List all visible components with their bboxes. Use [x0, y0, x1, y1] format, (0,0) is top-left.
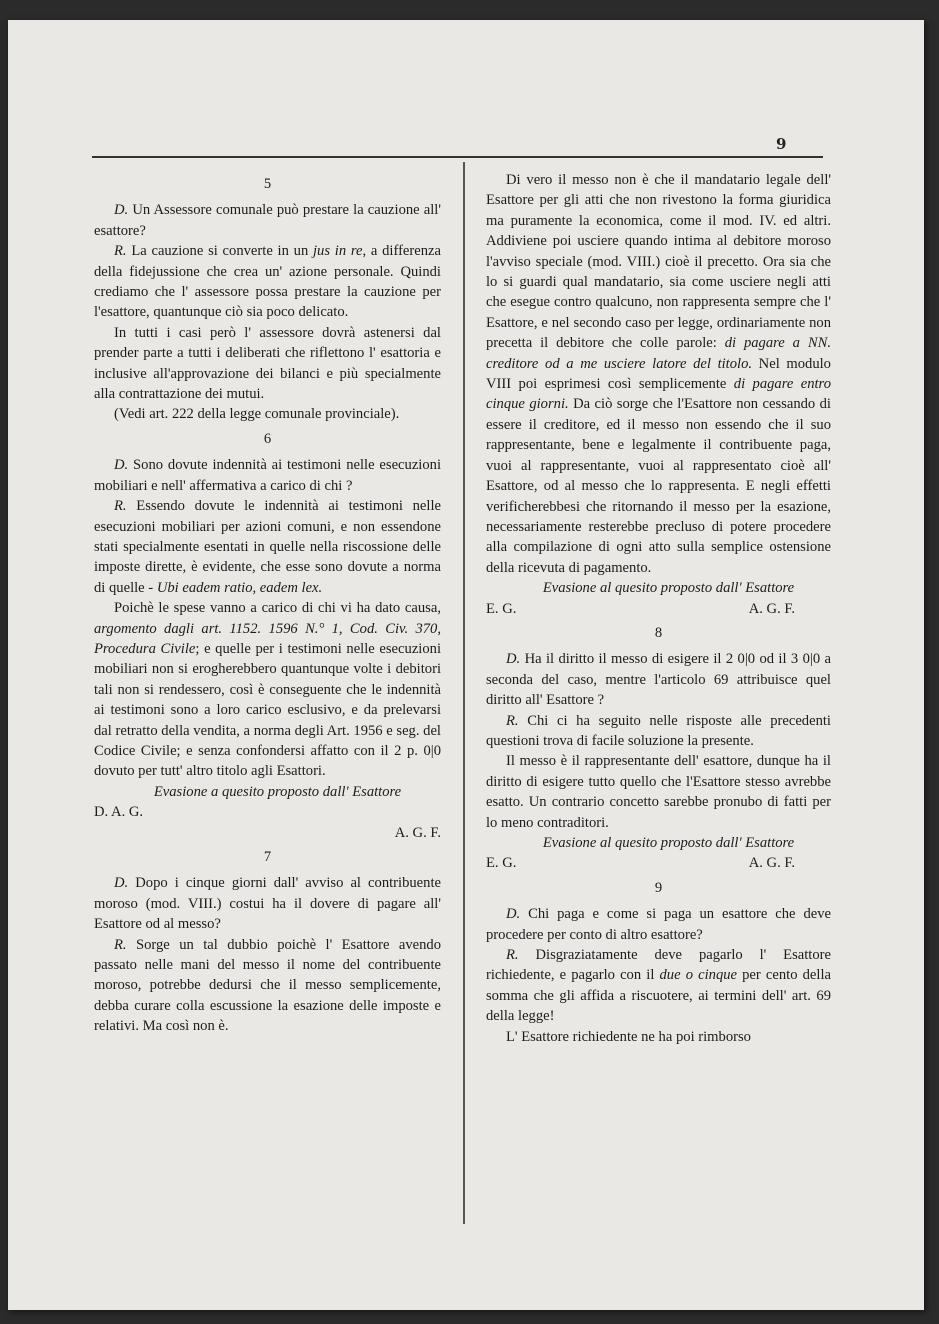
answer-emphasis: due o cinque — [659, 967, 738, 984]
answer-9 — [486, 945, 831, 1027]
answer-label: R. — [114, 498, 127, 515]
section-number-6: 6 — [263, 430, 272, 447]
question-label: D. — [114, 875, 129, 892]
signature-initials: A. G. F. — [748, 855, 795, 872]
signature-initials: E. G. — [486, 600, 517, 617]
left-column — [94, 170, 441, 1037]
answer-label: R. — [114, 243, 127, 260]
question-label: D. — [506, 906, 521, 923]
question-8 — [486, 649, 831, 710]
paragraph: L' Esattore richiedente ne ha poi rimborso — [506, 1028, 751, 1045]
answer-label: R. — [506, 947, 519, 964]
paragraph: Il messo è il rappresentante dell' esattore, dunque ha il diritto di esigere tutto quello che l'Esattore stesso avrebbe esatto. Un contrario concetto sarebbe pronubo di fatti per lo meno contraditori. — [486, 753, 831, 831]
answer-6 — [94, 496, 441, 598]
answer-text: La cauzione si converte in un — [126, 243, 313, 260]
answer-text: per cento della somma che gli affida a riscuotere, ai termini dell' art. 69 della legge! — [486, 967, 831, 1025]
signature-row — [486, 853, 831, 873]
section-number-7: 7 — [263, 849, 272, 865]
question-label: D. — [506, 651, 521, 668]
paragraph-text: Di vero il messo non è che il mandatario legale dell' Esattore per gli atti che non rivestono la forma giuridica ma puramente la economica, come il mod. IV. ed altri. Addiviene poi usciere quando intima al debitore moroso l'avviso speciale (mod. VIII.) cioè il precetto. Ora sia che lo si guardi qual mandatario, sia come usciere negli atti che esegue contro qualcuno, non rappresenta sempre che l' Esattore, e nel secondo caso per legge, ordinariamente non precetta il debitore che colle parole: — [486, 172, 831, 352]
question-text: Ha il diritto il messo di esigere il 2 0|0 od il 3 0|0 a seconda del caso, mentre l'articolo 69 attribuisce quel diritto all' Esattore ? — [486, 651, 831, 709]
signature-initials: A. G. F. — [394, 824, 441, 841]
section-number-8: 8 — [654, 624, 663, 641]
evasione-line: Evasione a quesito proposto dall' Esattore — [153, 783, 402, 800]
evasione-line: Evasione al quesito proposto dall' Esattore — [542, 835, 795, 851]
header-rule — [92, 156, 823, 158]
paragraph: (Vedi art. 222 della legge comunale provinciale). — [114, 406, 400, 423]
paragraph-text: ; e quelle per i testimoni nelle esecuzioni mobiliari non si erogherebbero quantunque volte i debitori tali non si rendessero, così è conseguente che le indennità ai testimoni sono a loro carico esclusivo, e da prelevarsi dal retratto della vendita, a norma degli Art. 1956 e seg. del Codice Civile; e senza confondersi affatto con il 2 p. 0|0 dovuto per tutt' altro titolo agli Esattori. — [94, 640, 441, 780]
paragraph — [94, 598, 441, 782]
answer-latin: Ubi eadem ratio, eadem lex. — [156, 579, 323, 596]
quoted-formula: di pagare entro cinque giorni. — [486, 376, 831, 413]
section-number-9: 9 — [654, 879, 663, 896]
answer-text: Sorge un tal dubbio poichè l' Esattore avendo passato nelle mani del messo il nome del contribuente moroso, potrebbe dedursi che il messo semplicemente, debba curare colla escussione la esazione delle imposte e relativi. Ma così non è. — [94, 936, 441, 1035]
question-5 — [94, 200, 441, 241]
signature-initials: E. G. — [486, 855, 517, 872]
answer-text: Disgraziatamente deve pagarlo l' Esattore richiedente, e pagarlo con il — [486, 947, 831, 984]
column-divider — [463, 162, 465, 1224]
page-number: 9 — [776, 135, 787, 153]
question-7 — [94, 873, 441, 934]
evasione-line: Evasione al quesito proposto dall' Esattore — [542, 580, 795, 597]
paragraph-text: Nel modulo VIII poi esprimesi così semplicemente — [486, 355, 831, 393]
answer-text: Essendo dovute le indennità ai testimoni nelle esecuzioni mobiliari per azioni comuni, e non essendone stati specialmente esentati in quelle nella riscossione delle imposte dirette, è evidente, che esse sono dovute a norma di quelle - — [94, 498, 441, 596]
legal-citation: argomento dagli art. 1152. 1596 N.° 1, Cod. Civ. 370, Procedura Civile — [94, 620, 441, 657]
answer-text: , a differenza della fidejussione che crea un' azione personale. Quindi crediamo che l' assessore possa prestare la cauzione per l'esattore, quantunque ciò sia poco delicato. — [94, 243, 442, 321]
question-6 — [94, 455, 441, 496]
question-text: Dopo i cinque giorni dall' avviso al contribuente moroso (mod. VIII.) costui ha il dovere di pagare all' Esattore od al messo? — [94, 875, 441, 933]
quoted-formula: di pagare a NN. creditore od a me usciere latore del titolo. — [486, 335, 832, 372]
paragraph-text: Poichè le spese vanno a carico di chi vi ha dato causa, — [114, 600, 441, 617]
answer-label: R. — [114, 936, 127, 953]
signature-initials: A. G. F. — [748, 600, 795, 617]
question-text: Chi paga e come si paga un esattore che deve procedere per conto di altro esattore? — [486, 906, 831, 943]
answer-label: R. — [506, 712, 519, 729]
section-number-5: 5 — [263, 176, 272, 192]
answer-8 — [486, 711, 831, 752]
question-text: Sono dovute indennità ai testimoni nelle esecuzioni mobiliari e nell' affermativa a carico di chi ? — [94, 457, 441, 494]
answer-text: Chi ci ha seguito nelle risposte alle precedenti questioni trova di facile soluzione la presente. — [486, 712, 831, 749]
right-column — [486, 170, 831, 1047]
question-label: D. — [114, 457, 129, 474]
answer-latin: jus in re — [313, 243, 363, 260]
answer-5 — [94, 241, 441, 323]
paragraph — [486, 170, 831, 578]
paragraph: In tutti i casi però l' assessore dovrà astenersi dal prender parte a tutti i deliberati che riflettono l' esattoria e inclusive all'approvazione dei bilanci e più specialmente alla contrattazione dei mutui. — [94, 324, 441, 403]
question-9 — [486, 904, 831, 945]
question-text: Un Assessore comunale può prestare la cauzione all' esattore? — [94, 202, 441, 239]
question-label: D. — [114, 202, 129, 219]
signature-row — [486, 599, 831, 619]
paragraph-text: Da ciò sorge che l'Esattore non cessando di essere il creditore, ed il messo non essendo che il suo rappresentante, bene e legalmente il contribuente paga, vuoi al rappresentante, vuoi al rappresentato cioè all' Esattore, od al messo che lo rappresenta. E negli effetti verificherebbesi che ritornando il messo per la esazione, necessariamente resterebbe precluso di potere procedere alla compilazione di ogni atto sulla semplice ostensione della ricevuta di pagamento. — [486, 396, 831, 576]
signature-initials: D. A. G. — [94, 804, 144, 821]
answer-7 — [94, 935, 441, 1037]
